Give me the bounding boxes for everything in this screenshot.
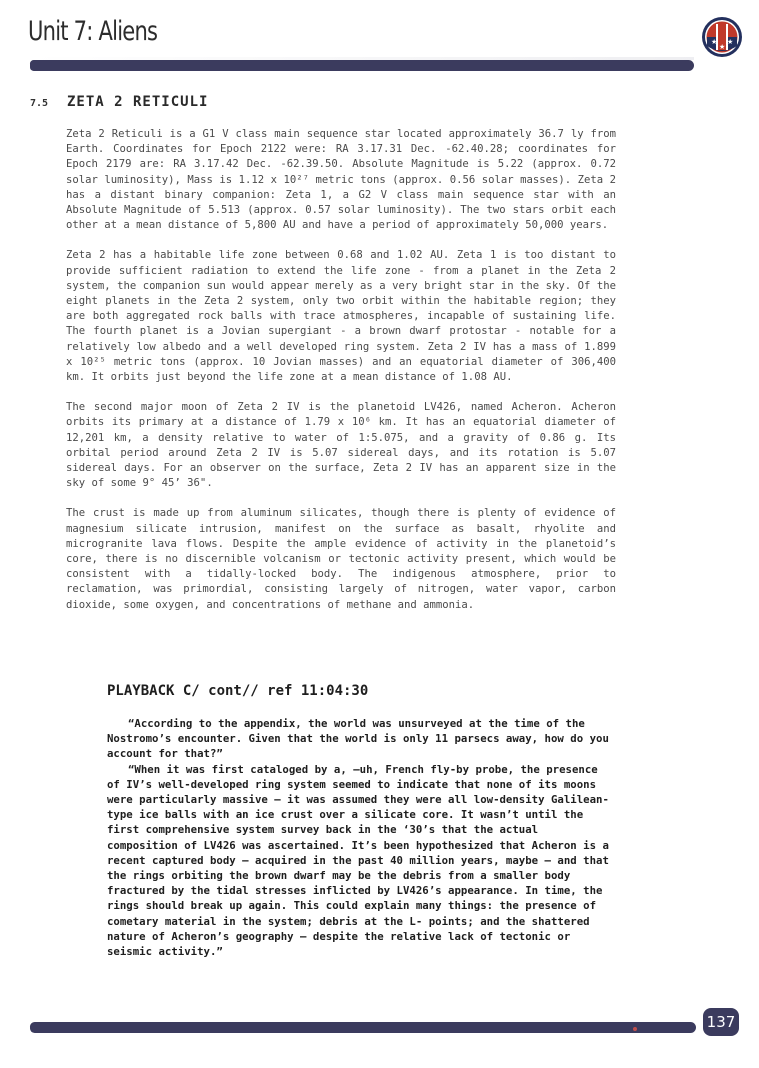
paragraph: The crust is made up from aluminum silicates, though there is plenty of evidence of magnesium silicate intrusion, manifest on the surface as basalt, rhyolite and microgranite lava flows. Despite the ample evidence of activity in the planetoid’s core, there is no discernible volcanism or tectonic activity present, which would be consistent with a tidally-locked body. The indigenous atmosphere, prior to reclamation, was primordial, consisting largely of nitrogen, water vapor, carbon dioxide, some oxygen, and concentrations of methane and ammonia. — [66, 507, 616, 611]
unit-emblem-icon — [701, 16, 743, 58]
transcript-paragraph: “According to the appendix, the world was unsurveyed at the time of the Nostromo’s encounter. Given that the world is only 11 parsecs away, how do you account for that?” — [107, 717, 609, 761]
paragraph: Zeta 2 Reticuli is a G1 V class main sequence star located approximately 36.7 ly from Earth. Coordinates for Epoch 2122 were: RA 3.17.31 Dec. -62.40.28; coordinates for Epoch 2179 are: RA 3.17.42 Dec. -62.39.50. Absolute Magnitude is 5.22 (approx. 0.72 solar luminosity), Mass is 1.12 x 10²⁷ metric tons (approx. 0.56 solar masses). Zeta 2 has a distant binary companion: Zeta 1, a G2 V class main sequence star with an Absolute Magnitude of 5.513 (approx. 0.57 solar luminosity). The two stars orbit each other at a mean distance of 5,800 AU and have a period of approximately 50,000 years. — [66, 128, 616, 232]
playback-heading: PLAYBACK C/ cont// ref 11:04:30 — [107, 683, 369, 699]
svg-text:★: ★ — [711, 38, 718, 46]
footer-bar — [30, 1022, 696, 1033]
body-text — [66, 127, 616, 628]
footer-dot — [633, 1027, 637, 1031]
transcript-paragraph: “When it was first cataloged by a, –uh, French fly-by probe, the presence of IV’s well-developed ring system seemed to indicate that none of its moons were particularly massive – it was assumed they were all low-density Galilean-type ice balls with an ice crust over a silicate core. It wasn’t until the first comprehensive system survey back in the ‘30’s that the actual composition of LV426 was ascertained. It’s been hypothesized that Acheron is a recent captured body – acquired in the past 40 million years, maybe – and that the rings orbiting the brown dwarf may be the debris from a smaller body fractured by the tidal stresses inflicted by LV426’s appearance. In time, the rings should break up again. This could explain many things: the presence of cometary material in the system; debris at the L- points; and the shattered nature of Acheron’s geography – despite the relative lack of tectonic or seismic activity.” — [107, 762, 609, 959]
paragraph: The second major moon of Zeta 2 IV is the planetoid LV426, named Acheron. Acheron orbits its primary at a distance of 1.79 x 10⁶ km. It has an equatorial diameter of 12,201 km, a density relative to water of 1:5.075, and a gravity of 0.86 g. Its orbital period around Zeta 2 IV is 5.07 sidereal days, and its rotation is 5.07 sidereal days. For an observer on the surface, Zeta 2 IV has an apparent size in the sky of some 9° 45’ 36". — [66, 401, 616, 490]
paragraph: Zeta 2 has a habitable life zone between 0.68 and 1.02 AU. Zeta 1 is too distant to provide sufficient radiation to extend the life zone - from a planet in the Zeta 2 system, the companion sun would appear merely as a very bright star in the sky. Of the eight planets in the Zeta 2 system, only two orbit within the habitable region; they are both aggregated rock balls with trace atmospheres, incapable of sustaining life. The fourth planet is a Jovian supergiant - a brown dwarf protostar - notable for a relatively low albedo and a well developed ring system. Zeta 2 IV has a mass of 1.899 x 10²⁵ metric tons (approx. 10 Jovian masses) and an equatorial diameter of 306,400 km. It orbits just beyond the life zone at a mean distance of 1.08 AU. — [66, 249, 616, 384]
page-number: 137 — [703, 1008, 739, 1036]
header-bar — [30, 60, 694, 71]
svg-text:★: ★ — [719, 43, 726, 51]
svg-text:★: ★ — [727, 38, 734, 46]
section-number: 7.5 — [30, 98, 49, 109]
playback-transcript — [107, 716, 613, 959]
page-header-title: Unit 7: Aliens — [28, 16, 158, 47]
section-title: ZETA 2 RETICULI — [67, 94, 209, 110]
